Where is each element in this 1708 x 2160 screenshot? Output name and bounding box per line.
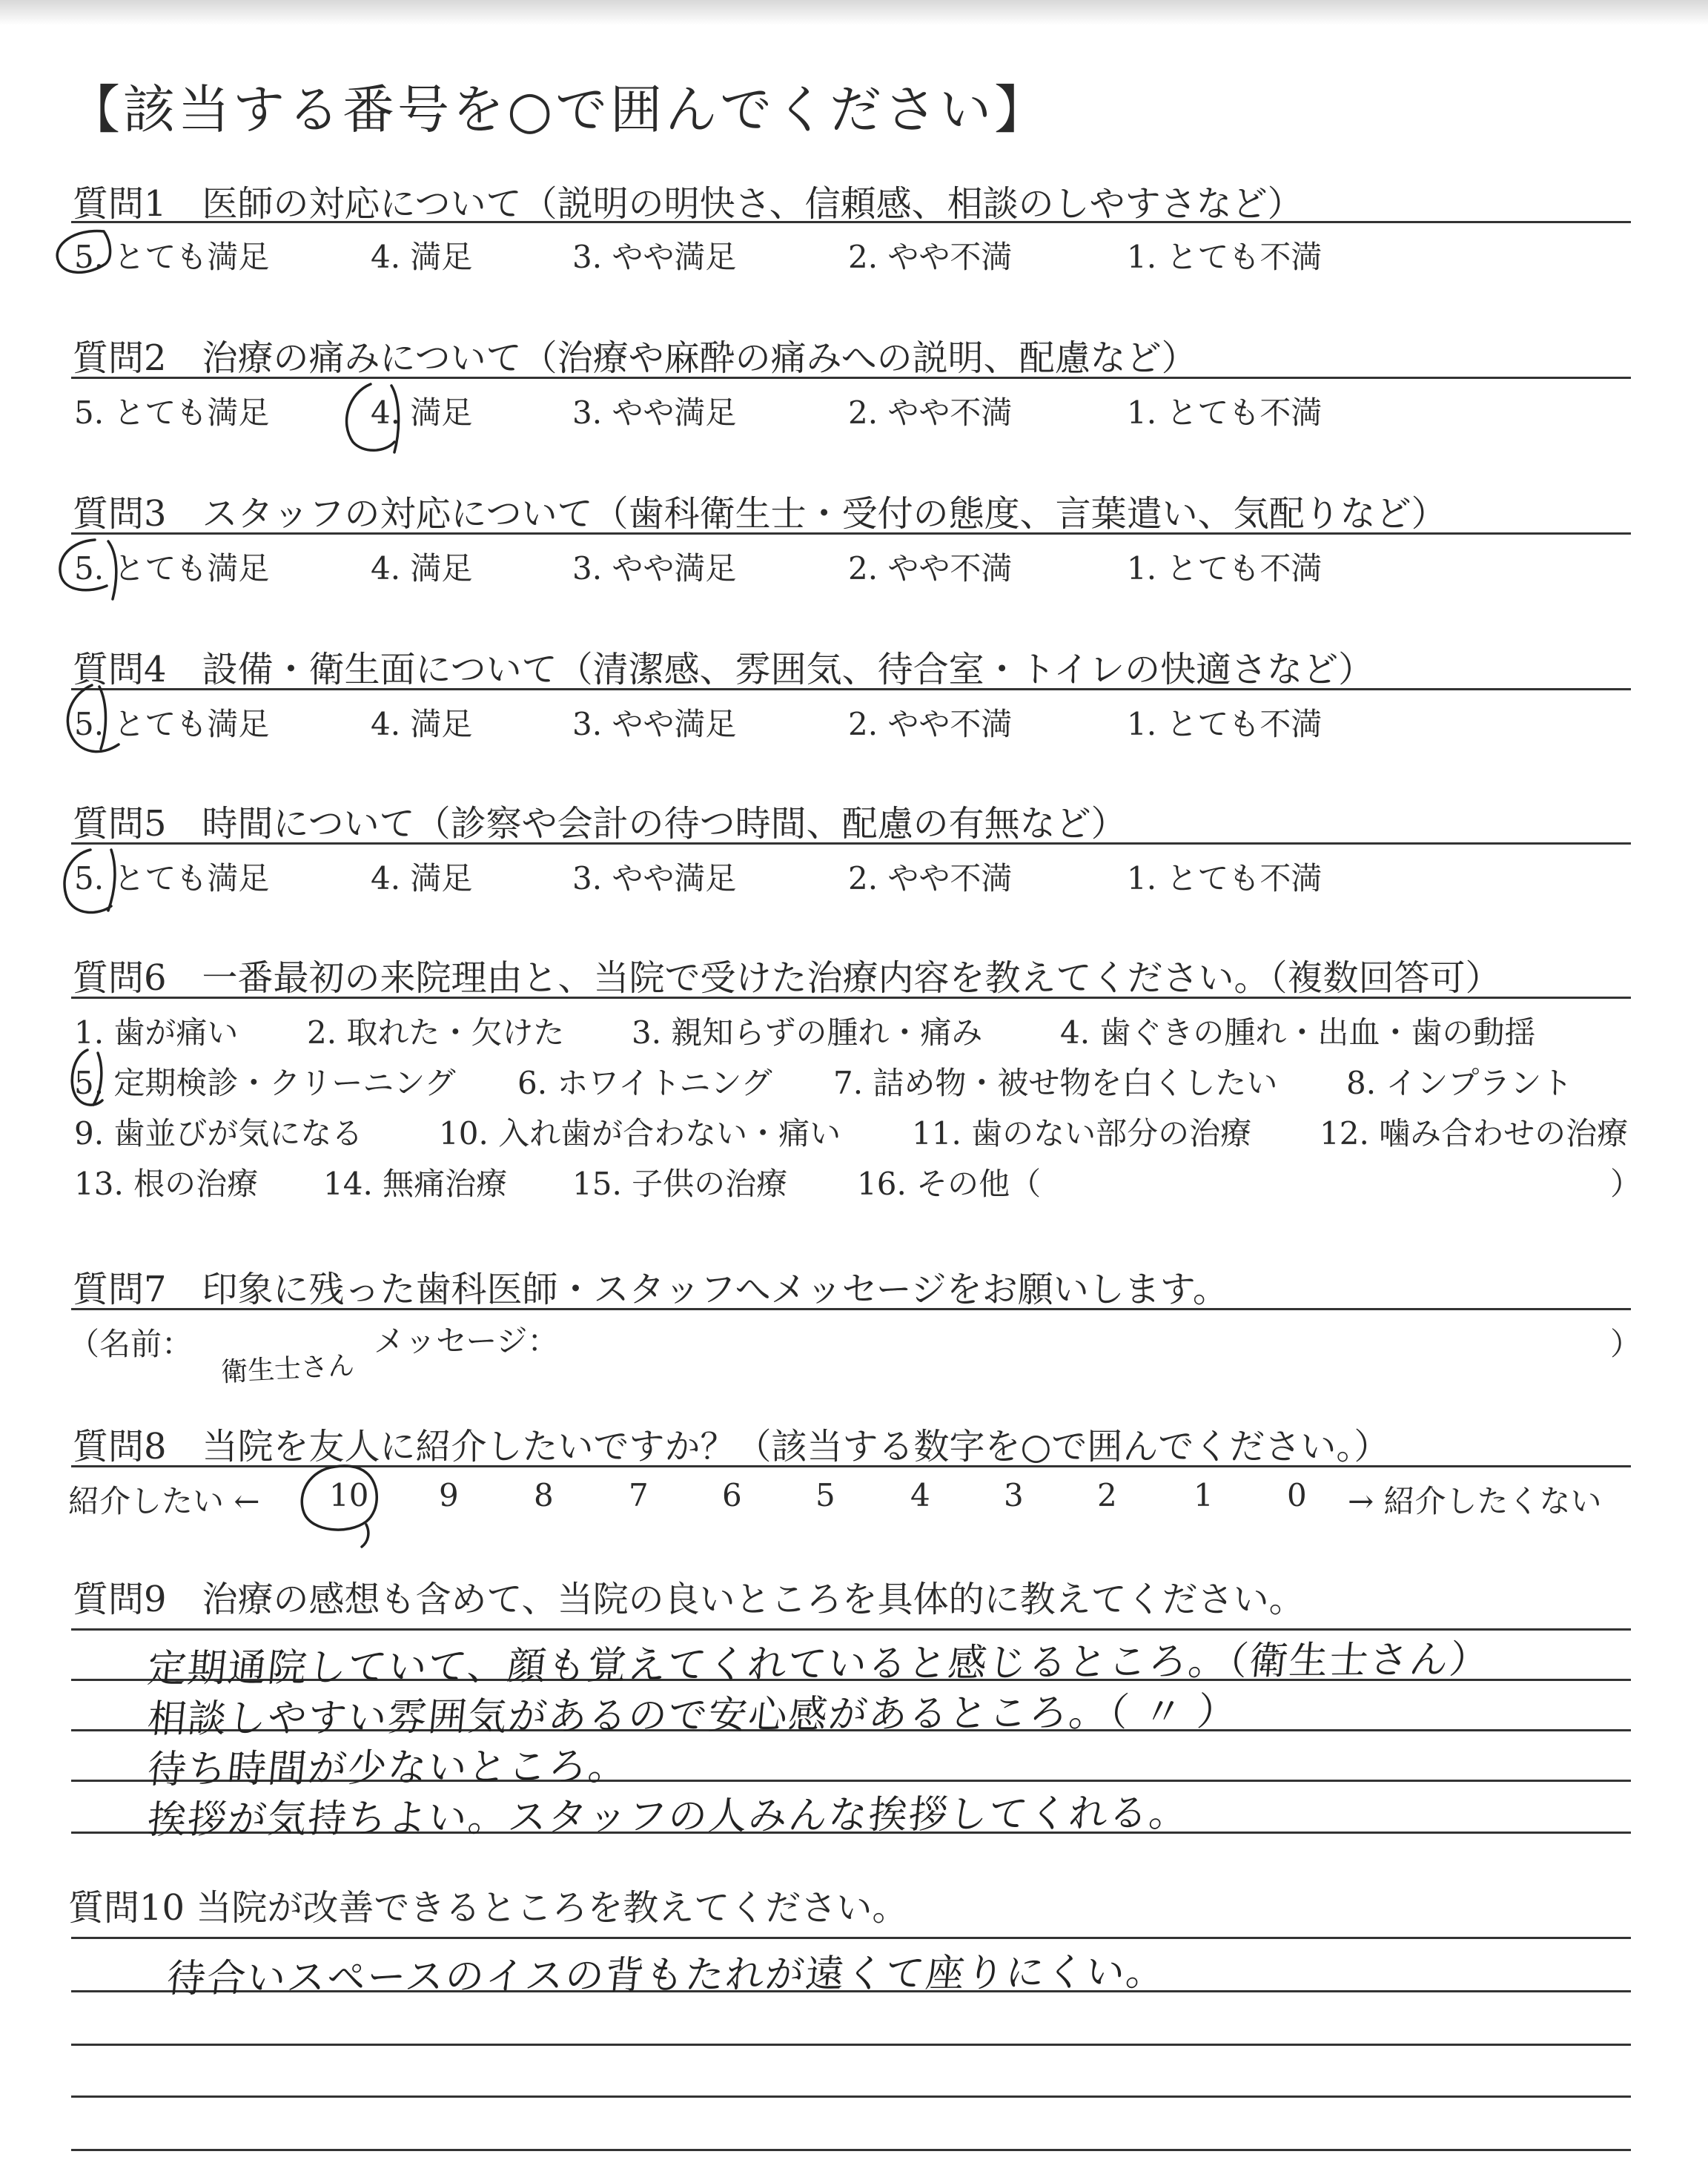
q6-option-5[interactable]: 5. 定期検診・クリーニング bbox=[74, 1065, 456, 1101]
q8-scale-1[interactable]: 1 bbox=[1194, 1477, 1214, 1513]
q10-rule-5 bbox=[71, 2149, 1631, 2151]
q8-scale-0[interactable]: 0 bbox=[1287, 1477, 1307, 1513]
q4-heading: 質問4 設備・衛生面について（清潔感、雰囲気、待合室・トイレの快適さなど） bbox=[73, 649, 1374, 690]
q10-rule-4 bbox=[71, 2095, 1631, 2098]
q6-other-close-paren: ） bbox=[1610, 1166, 1642, 1202]
q2-option-2[interactable]: 2. やや不満 bbox=[848, 394, 1013, 431]
q2-rule bbox=[71, 377, 1631, 379]
q8-rule bbox=[71, 1465, 1631, 1467]
q10-rule-3 bbox=[71, 2044, 1631, 2046]
q8-scale-6[interactable]: 6 bbox=[722, 1477, 742, 1513]
q10-heading: 質問10 当院が改善できるところを教えてください。 bbox=[68, 1887, 908, 1929]
q3-option-3[interactable]: 3. やや満足 bbox=[572, 550, 737, 587]
q9-heading: 質問9 治療の感想も含めて、当院の良いところを具体的に教えてください。 bbox=[73, 1579, 1305, 1620]
q6-option-2[interactable]: 2. 取れた・欠けた bbox=[307, 1014, 565, 1051]
q8-scale-3[interactable]: 3 bbox=[1004, 1477, 1024, 1513]
q1-option-2[interactable]: 2. やや不満 bbox=[848, 239, 1013, 275]
q4-rule bbox=[71, 688, 1631, 690]
q8-scale-7[interactable]: 7 bbox=[629, 1477, 649, 1513]
q3-option-5[interactable]: 5. とても満足 bbox=[74, 550, 270, 587]
q6-rule bbox=[71, 997, 1631, 999]
q5-heading: 質問5 時間について（診察や会計の待つ時間、配慮の有無など） bbox=[73, 803, 1127, 845]
q8-scale-5[interactable]: 5 bbox=[815, 1477, 835, 1513]
q3-option-2[interactable]: 2. やや不満 bbox=[848, 550, 1013, 587]
q8-right-label: → 紹介したくない bbox=[1348, 1483, 1602, 1519]
q4-option-1[interactable]: 1. とても不満 bbox=[1127, 706, 1323, 742]
q6-option-15[interactable]: 15. 子供の治療 bbox=[572, 1166, 788, 1202]
q3-option-1[interactable]: 1. とても不満 bbox=[1127, 550, 1323, 587]
q8-scale-9[interactable]: 9 bbox=[439, 1477, 459, 1513]
q2-heading: 質問2 治療の痛みについて（治療や麻酔の痛みへの説明、配慮など） bbox=[73, 337, 1197, 379]
page-title: 【該当する番号を○で囲んでください】 bbox=[68, 79, 1050, 140]
q6-option-9[interactable]: 9. 歯並びが気になる bbox=[74, 1115, 363, 1152]
q7-message-label: メッセージ： bbox=[374, 1323, 559, 1359]
q5-option-1[interactable]: 1. とても不満 bbox=[1127, 860, 1323, 896]
q6-heading: 質問6 一番最初の来院理由と、当院で受けた治療内容を教えてください。（複数回答可） bbox=[73, 957, 1501, 999]
q4-option-3[interactable]: 3. やや満足 bbox=[572, 706, 737, 742]
scan-top-edge bbox=[0, 0, 1708, 25]
q3-heading: 質問3 スタッフの対応について（歯科衛生士・受付の態度、言葉遣い、気配りなど） bbox=[73, 493, 1447, 535]
q7-handwritten-name: 衛生士さん bbox=[220, 1350, 356, 1388]
q6-option-14[interactable]: 14. 無痛治療 bbox=[323, 1166, 508, 1202]
q1-rule bbox=[71, 221, 1631, 223]
q1-heading: 質問1 医師の対応について（説明の明快さ、信頼感、相談のしやすさなど） bbox=[73, 183, 1303, 225]
q4-option-4[interactable]: 4. 満足 bbox=[371, 706, 473, 742]
q6-option-6[interactable]: 6. ホワイトニング bbox=[517, 1065, 772, 1101]
q6-option-3[interactable]: 3. 親知らずの腫れ・痛み bbox=[632, 1014, 983, 1051]
q2-option-3[interactable]: 3. やや満足 bbox=[572, 394, 737, 431]
q1-option-1[interactable]: 1. とても不満 bbox=[1127, 239, 1323, 275]
q10-rule-1 bbox=[71, 1937, 1631, 1939]
q7-name-label: （名前： bbox=[68, 1326, 193, 1362]
q8-scale-10[interactable]: 10 bbox=[329, 1477, 369, 1513]
q2-option-1[interactable]: 1. とても不満 bbox=[1127, 394, 1323, 431]
q9-answer-2: 相談しやすい雰囲気があるので安心感があるところ。（ 〃 ） bbox=[145, 1689, 1240, 1742]
q1-option-3[interactable]: 3. やや満足 bbox=[572, 239, 737, 275]
q9-answer-4: 挨拶が気持ちよい。スタッフの人みんな挨拶してくれる。 bbox=[145, 1791, 1192, 1843]
q6-option-11[interactable]: 11. 歯のない部分の治療 bbox=[912, 1115, 1252, 1152]
q7-heading: 質問7 印象に残った歯科医師・スタッフへメッセージをお願いします。 bbox=[73, 1269, 1228, 1310]
q10-answer-1: 待合いスペースのイスの背もたれが遠くて座りにくい。 bbox=[165, 1949, 1168, 2001]
q2-option-5[interactable]: 5. とても満足 bbox=[74, 394, 270, 431]
q5-rule bbox=[71, 842, 1631, 845]
q9-answer-3: 待ち時間が少ないところ。 bbox=[145, 1744, 631, 1792]
q1-option-5[interactable]: 5. とても満足 bbox=[74, 239, 270, 275]
q6-option-1[interactable]: 1. 歯が痛い bbox=[74, 1014, 239, 1051]
q6-option-12[interactable]: 12. 噛み合わせの治療 bbox=[1320, 1115, 1629, 1152]
q6-option-10[interactable]: 10. 入れ歯が合わない・痛い bbox=[439, 1115, 841, 1152]
q4-option-5[interactable]: 5. とても満足 bbox=[74, 706, 270, 742]
q5-option-5[interactable]: 5. とても満足 bbox=[74, 860, 270, 896]
q4-option-2[interactable]: 2. やや不満 bbox=[848, 706, 1013, 742]
q8-scale-8[interactable]: 8 bbox=[534, 1477, 554, 1513]
q5-option-2[interactable]: 2. やや不満 bbox=[848, 860, 1013, 896]
q6-option-16[interactable]: 16. その他（ bbox=[857, 1166, 1042, 1202]
q8-scale-4[interactable]: 4 bbox=[910, 1477, 930, 1513]
q7-close-paren: ） bbox=[1610, 1326, 1642, 1362]
q1-option-4[interactable]: 4. 満足 bbox=[371, 239, 473, 275]
q6-option-8[interactable]: 8. インプラント bbox=[1346, 1065, 1573, 1101]
q8-left-label: 紹介したい ← bbox=[68, 1483, 260, 1519]
q9-answer-1: 定期通院していて、顔も覚えてくれていると感じるところ。（衛生士さん） bbox=[145, 1637, 1492, 1691]
q8-scale-2[interactable]: 2 bbox=[1097, 1477, 1117, 1513]
q6-option-13[interactable]: 13. 根の治療 bbox=[74, 1166, 259, 1202]
q6-option-4[interactable]: 4. 歯ぐきの腫れ・出血・歯の動揺 bbox=[1060, 1014, 1536, 1051]
q3-option-4[interactable]: 4. 満足 bbox=[371, 550, 473, 587]
q5-option-3[interactable]: 3. やや満足 bbox=[572, 860, 737, 896]
q7-rule bbox=[71, 1308, 1631, 1310]
q2-option-4[interactable]: 4. 満足 bbox=[371, 394, 473, 431]
q3-rule bbox=[71, 532, 1631, 535]
q5-option-4[interactable]: 4. 満足 bbox=[371, 860, 473, 896]
q8-heading: 質問8 当院を友人に紹介したいですか？（該当する数字を○で囲んでください。） bbox=[73, 1426, 1390, 1467]
q6-option-7[interactable]: 7. 詰め物・被せ物を白くしたい bbox=[833, 1065, 1278, 1101]
